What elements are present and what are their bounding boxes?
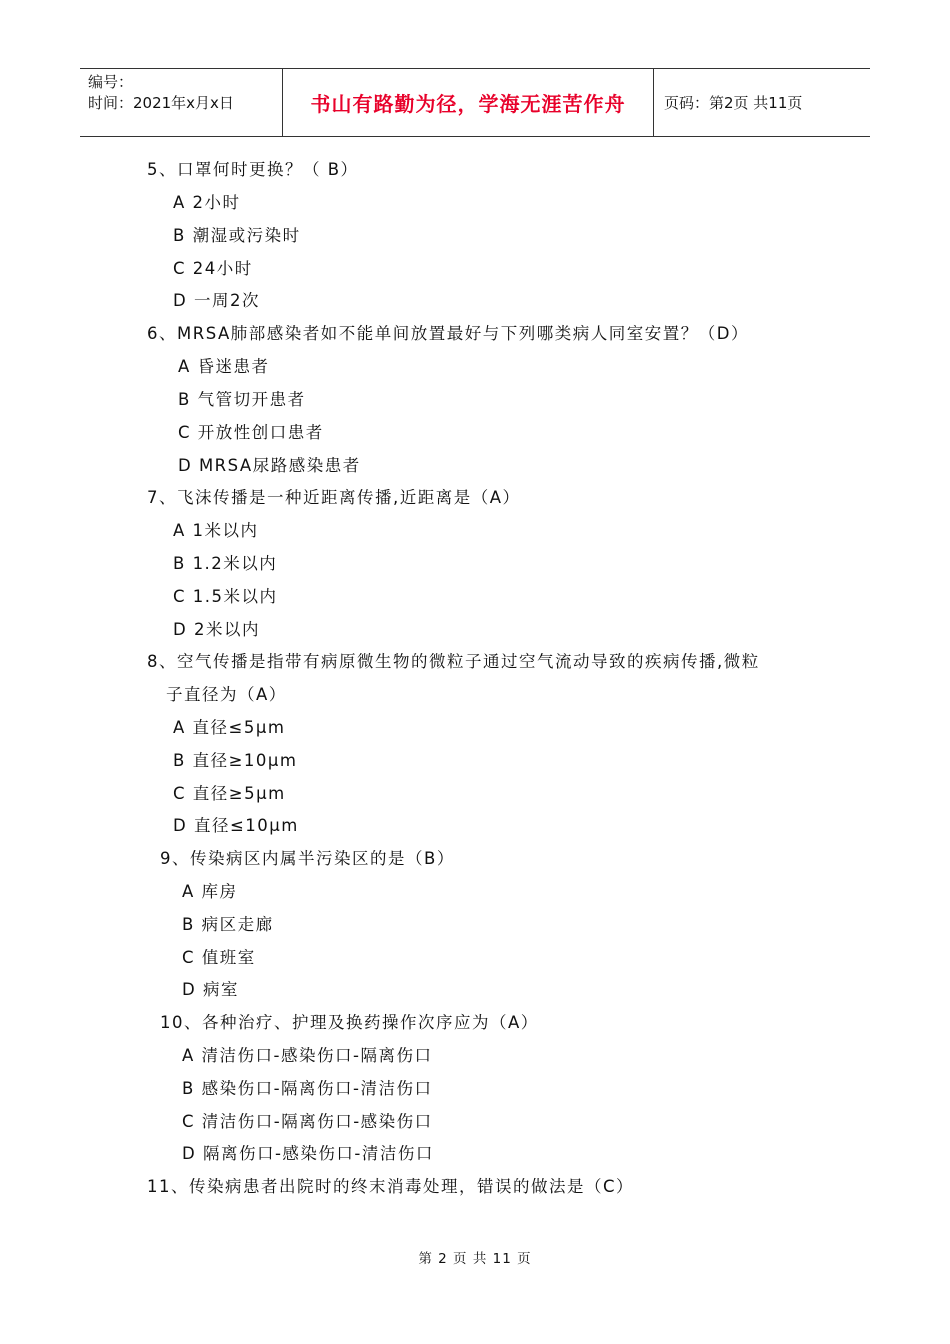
question-6-option-c: C 开放性创口患者 <box>178 423 324 442</box>
question-8-option-a: A 直径≤5μm <box>173 718 286 737</box>
question-6-stem: 6、MRSA肺部感染者如不能单间放置最好与下列哪类病人同室安置？（D） <box>147 324 749 343</box>
question-7-option-b: B 1.2米以内 <box>173 554 278 573</box>
question-9-option-c: C 值班室 <box>182 948 256 967</box>
question-7-option-c: C 1.5米以内 <box>173 587 278 606</box>
question-10-option-b: B 感染伤口-隔离伤口-清洁伤口 <box>182 1079 433 1098</box>
question-8-option-d: D 直径≤10μm <box>173 816 299 835</box>
question-8-option-b: B 直径≥10μm <box>173 751 298 770</box>
page-header <box>80 68 870 137</box>
question-9-stem: 9、传染病区内属半污染区的是（B） <box>160 849 455 868</box>
question-5-option-d: D 一周2次 <box>173 291 260 310</box>
question-8-stem-continued: 子直径为（A） <box>166 685 287 704</box>
header-motto: 书山有路勤为径，学海无涯苦作舟 <box>310 92 626 116</box>
question-6-option-a: A 昏迷患者 <box>178 357 270 376</box>
question-7-stem: 7、飞沫传播是一种近距离传播,近距离是（A） <box>147 488 521 507</box>
question-9-option-d: D 病室 <box>182 980 239 999</box>
document-date-label: 时间：2021年x月x日 <box>88 94 234 112</box>
header-motto-cell <box>282 69 654 136</box>
question-5-option-a: A 2小时 <box>173 193 241 212</box>
question-9-option-b: B 病区走廊 <box>182 915 274 934</box>
question-7-option-a: A 1米以内 <box>173 521 259 540</box>
question-11-stem: 11、传染病患者出院时的终末消毒处理，错误的做法是（C） <box>147 1177 635 1196</box>
question-6-option-d: D MRSA尿路感染患者 <box>178 456 361 475</box>
question-10-option-d: D 隔离伤口-感染伤口-清洁伤口 <box>182 1144 434 1163</box>
header-page-number: 页码：第2页 共11页 <box>664 94 803 112</box>
header-meta <box>80 69 282 136</box>
question-8-option-c: C 直径≥5μm <box>173 784 286 803</box>
question-6-option-b: B 气管切开患者 <box>178 390 306 409</box>
question-8-stem: 8、空气传播是指带有病原微生物的微粒子通过空气流动导致的疾病传播,微粒 <box>147 652 760 671</box>
question-7-option-d: D 2米以内 <box>173 620 260 639</box>
question-10-option-a: A 清洁伤口-感染伤口-隔离伤口 <box>182 1046 433 1065</box>
question-5-stem: 5、口罩何时更换？（ B） <box>147 160 359 179</box>
question-5-option-c: C 24小时 <box>173 259 253 278</box>
question-10-option-c: C 清洁伤口-隔离伤口-感染伤口 <box>182 1112 433 1131</box>
header-page-cell <box>654 69 870 136</box>
question-10-stem: 10、各种治疗、护理及换药操作次序应为（A） <box>160 1013 539 1032</box>
question-9-option-a: A 库房 <box>182 882 238 901</box>
document-number-label: 编号： <box>88 73 134 91</box>
page-footer: 第 2 页 共 11 页 <box>418 1251 532 1267</box>
question-5-option-b: B 潮湿或污染时 <box>173 226 301 245</box>
